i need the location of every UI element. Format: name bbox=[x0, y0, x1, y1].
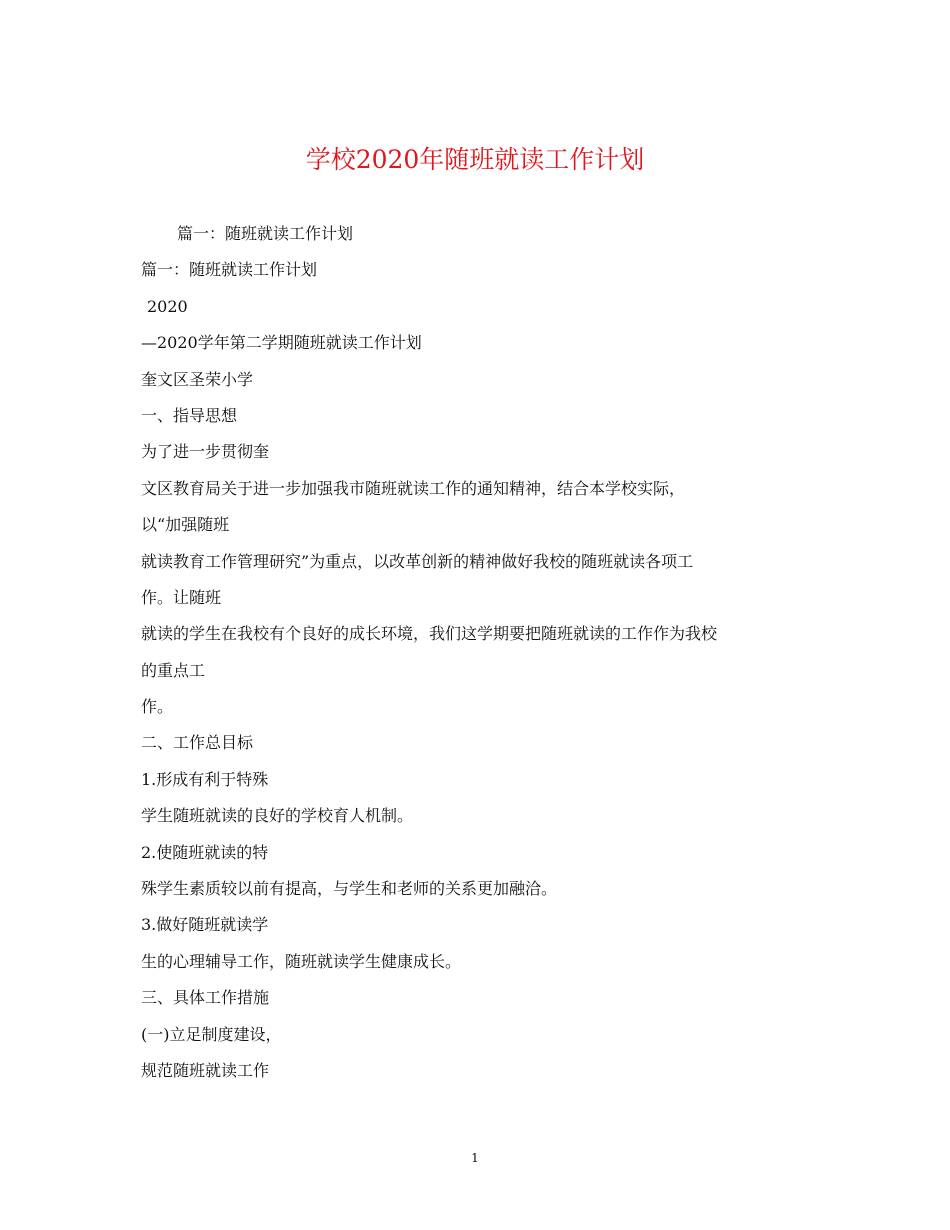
text-line: 文区教育局关于进一步加强我市随班就读工作的通知精神，结合本学校实际， bbox=[141, 478, 686, 498]
text-line: 学生随班就读的良好的学校育人机制。 bbox=[141, 806, 414, 826]
section-heading: 三、具体工作措施 bbox=[141, 988, 270, 1008]
text-line: 生的心理辅导工作，随班就读学生健康成长。 bbox=[141, 951, 462, 971]
text-line: 殊学生素质较以前有提高，与学生和老师的关系更加融洽。 bbox=[141, 879, 558, 899]
text-line: 规范随班就读工作 bbox=[141, 1060, 270, 1080]
section-heading: 二、工作总目标 bbox=[141, 733, 254, 753]
text-line: —2020学年第二学期随班就读工作计划 bbox=[141, 333, 422, 353]
text-line: 就读教育工作管理研究”为重点，以改革创新的精神做好我校的随班就读各项工 bbox=[141, 551, 694, 571]
document-title: 学校2020年随班就读工作计划 bbox=[305, 145, 645, 174]
text-line: 为了进一步贯彻奎 bbox=[141, 442, 270, 462]
text-line: 2.使随班就读的特 bbox=[141, 842, 269, 862]
text-line: 篇一：随班就读工作计划 bbox=[141, 260, 318, 280]
page-number: 1 bbox=[471, 1151, 479, 1165]
document-body bbox=[141, 216, 831, 1089]
text-line: 篇一：随班就读工作计划 bbox=[177, 224, 354, 243]
text-line: 的重点工 bbox=[141, 660, 206, 680]
text-line: 作。 bbox=[141, 697, 174, 717]
text-line: 3.做好随班就读学 bbox=[141, 915, 269, 935]
text-line: 作。让随班 bbox=[141, 587, 222, 607]
text-line: 奎文区圣荣小学 bbox=[141, 369, 254, 389]
section-heading: 一、指导思想 bbox=[141, 405, 238, 425]
text-line: 1.形成有利于特殊 bbox=[141, 769, 269, 789]
text-line: 2020 bbox=[147, 296, 188, 316]
text-line: 以“加强随班 bbox=[141, 515, 230, 535]
text-line: (一)立足制度建设， bbox=[141, 1024, 282, 1044]
text-line: 就读的学生在我校有个良好的成长环境，我们这学期要把随班就读的工作作为我校 bbox=[141, 624, 718, 644]
